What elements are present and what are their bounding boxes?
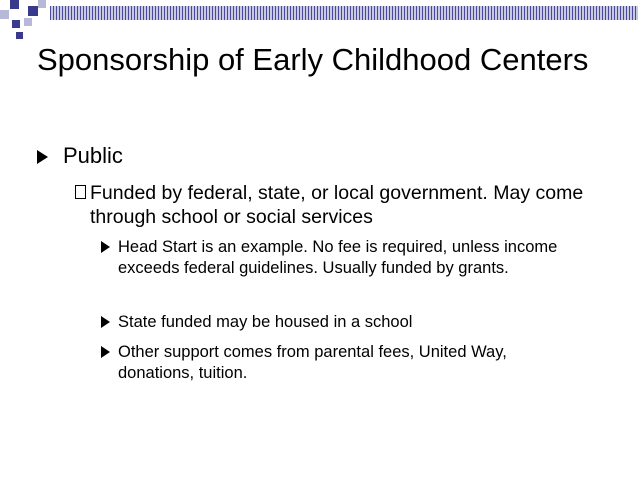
slide-title: Sponsorship of Early Childhood Centers [37,42,589,77]
bullet-level3-text: State funded may be housed in a school [118,313,413,331]
triangle-bullet-icon [101,316,110,328]
triangle-bullet-icon [101,346,110,358]
bullet-level3-text: Other support comes from parental fees, United Way, donations, tuition. [118,343,507,382]
bullet-level2-text: Funded by federal, state, or local government. May come through school or social services [90,182,584,228]
header-stripe-band [50,6,638,20]
triangle-bullet-icon [37,150,48,164]
bullet-level1-text: Public [63,143,123,168]
bullet-level3-text: Head Start is an example. No fee is required, unless income exceeds federal guidelines. Usually funded by grants. [118,238,558,277]
square-bullet-icon [75,185,86,199]
triangle-bullet-icon [101,241,110,253]
